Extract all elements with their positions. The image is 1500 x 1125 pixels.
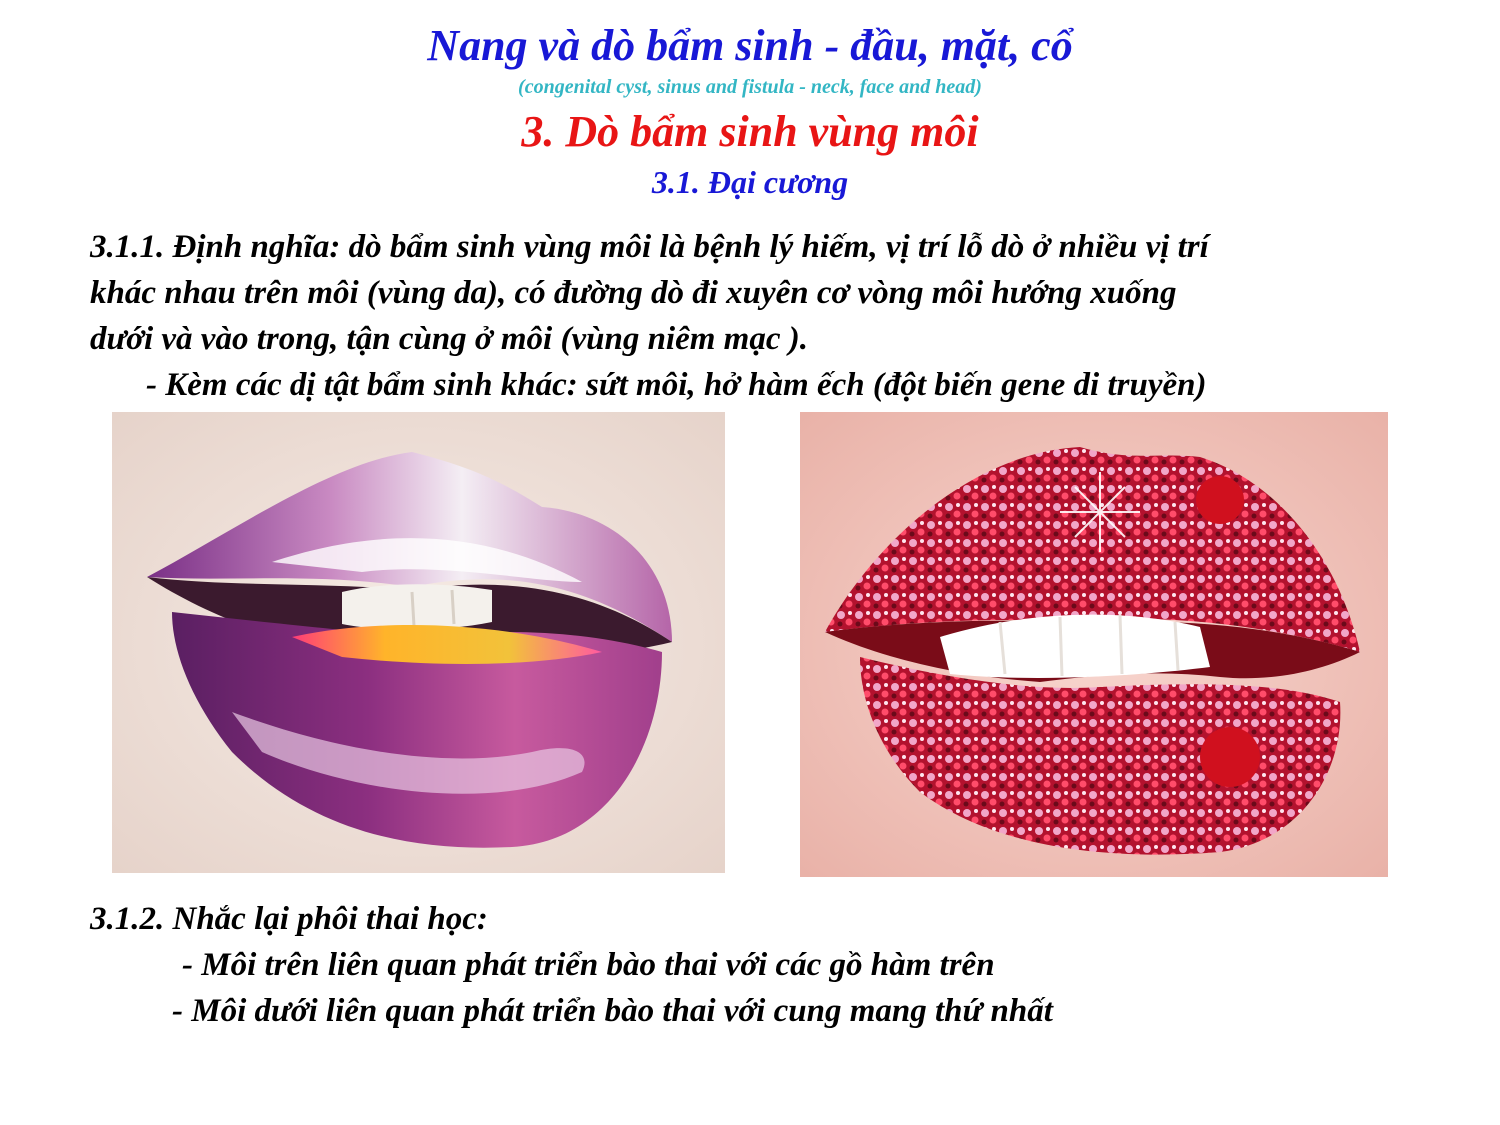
definition-paragraph	[90, 224, 1209, 408]
embryology-item: - Môi trên liên quan phát triển bào thai với các gồ hàm trên	[182, 947, 995, 983]
subsection-heading: 3.1. Đại cương	[651, 164, 849, 200]
lips-photo-jeweled	[800, 412, 1388, 877]
embryology-section	[90, 896, 1053, 1034]
embryology-item: - Môi dưới liên quan phát triển bào thai với cung mang thứ nhất	[172, 993, 1053, 1029]
page-subtitle: (congenital cyst, sinus and fistula - neck, face and head)	[518, 76, 982, 98]
page-title: Nang và dò bẩm sinh - đầu, mặt, cổ	[427, 21, 1073, 70]
lips-photo-purple	[112, 412, 725, 873]
definition-line: 3.1.1. Định nghĩa: dò bẩm sinh vùng môi là bệnh lý hiếm, vị trí lỗ dò ở nhiều vị trí	[90, 229, 1209, 265]
section-heading: 3. Dò bẩm sinh vùng môi	[521, 107, 979, 156]
definition-note: - Kèm các dị tật bẩm sinh khác: sứt môi, hở hàm ếch (đột biến gene di truyền)	[146, 367, 1207, 403]
definition-line: dưới và vào trong, tận cùng ở môi (vùng niêm mạc ).	[90, 321, 808, 357]
embryology-heading: 3.1.2. Nhắc lại phôi thai học:	[90, 901, 488, 937]
definition-line: khác nhau trên môi (vùng da), có đường dò đi xuyên cơ vòng môi hướng xuống	[90, 275, 1177, 311]
